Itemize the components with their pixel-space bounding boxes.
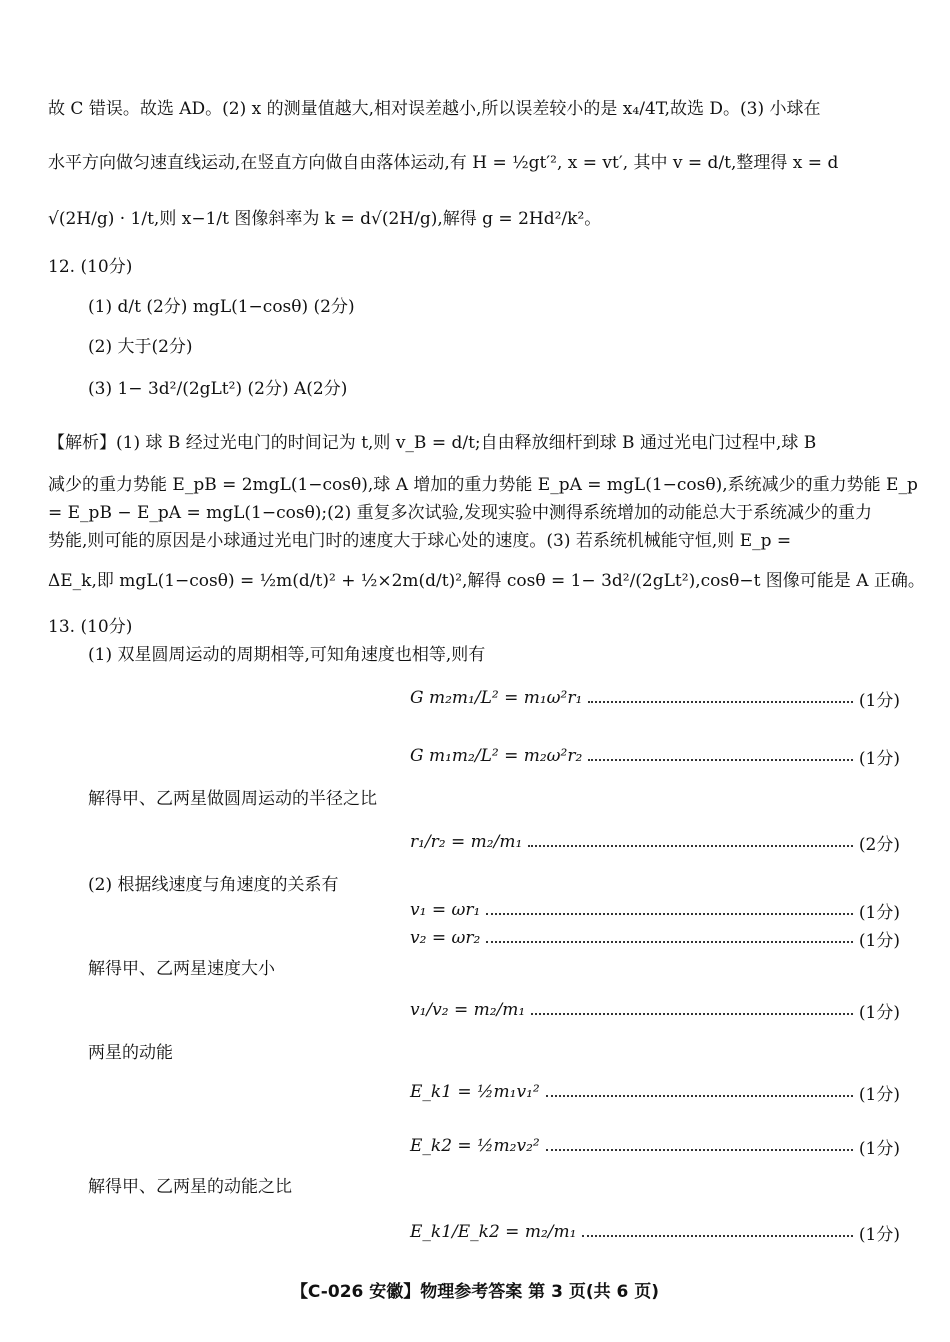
q12-explanation-line: = E_pB − E_pA = mgL(1−cosθ);(2) 重复多次试验,发现实验中测得系统增加的动能总大于系统减少的重力 xyxy=(48,503,873,523)
q13-formula-7 xyxy=(410,1070,900,1114)
question-13-header: 13. (10分) xyxy=(48,617,133,637)
formula: G m₂m₁/L² = m₁ω²r₁ xyxy=(410,688,583,708)
score: (1分) xyxy=(858,690,900,711)
formula: E_k1 = ½m₁v₁² xyxy=(410,1082,540,1102)
page-footer: 【C-026 安徽】物理参考答案 第 3 页(共 6 页) xyxy=(290,1282,660,1302)
paragraph-line: 水平方向做匀速直线运动,在竖直方向做自由落体运动,有 H = ½gt′², x = vt′, 其中 v = d/t,整理得 x = d xyxy=(48,153,839,173)
formula: r₁/r₂ = m₂/m₁ xyxy=(410,832,523,852)
q13-formula-9 xyxy=(410,1210,900,1254)
leader-dots xyxy=(528,843,853,847)
formula: E_k1/E_k2 = m₂/m₁ xyxy=(410,1222,577,1242)
score: (1分) xyxy=(858,1084,900,1105)
q13-text: (1) 双星圆周运动的周期相等,可知角速度也相等,则有 xyxy=(88,645,486,665)
q13-text: (2) 根据线速度与角速度的关系有 xyxy=(88,875,339,895)
q13-formula-2 xyxy=(410,734,900,778)
q12-answer-2: (2) 大于(2分) xyxy=(88,337,193,357)
q13-text: 解得甲、乙两星的动能之比 xyxy=(88,1177,292,1197)
score: (1分) xyxy=(858,1002,900,1023)
q12-explanation-line: 减少的重力势能 E_pB = 2mgL(1−cosθ),球 A 增加的重力势能 E_pA = mgL(1−cosθ),系统减少的重力势能 E_p xyxy=(48,475,918,495)
formula: v₁ = ωr₁ xyxy=(410,900,481,920)
score: (1分) xyxy=(858,902,900,923)
leader-dots xyxy=(588,699,853,703)
formula: E_k2 = ½m₂v₂² xyxy=(410,1136,540,1156)
leader-dots xyxy=(531,1011,853,1015)
q13-text: 解得甲、乙两星做圆周运动的半径之比 xyxy=(88,789,377,809)
q12-answer-1: (1) d/t (2分) mgL(1−cosθ) (2分) xyxy=(88,297,355,317)
leader-dots xyxy=(486,939,853,943)
score: (1分) xyxy=(858,748,900,769)
leader-dots xyxy=(486,911,853,915)
q13-formula-3 xyxy=(410,820,900,864)
leader-dots xyxy=(546,1147,853,1151)
score: (1分) xyxy=(858,930,900,951)
formula: G m₁m₂/L² = m₂ω²r₂ xyxy=(410,746,583,766)
score: (1分) xyxy=(858,1224,900,1245)
leader-dots xyxy=(546,1093,853,1097)
leader-dots xyxy=(588,757,853,761)
q13-formula-1 xyxy=(410,676,900,720)
q13-formula-6 xyxy=(410,988,900,1032)
q12-answer-3: (3) 1− 3d²/(2gLt²) (2分) A(2分) xyxy=(88,379,348,399)
question-12-header: 12. (10分) xyxy=(48,257,133,277)
q12-explanation-line: ΔE_k,即 mgL(1−cosθ) = ½m(d/t)² + ½×2m(d/t)²,解得 cosθ = 1− 3d²/(2gLt²),cosθ−t 图像可能是 A 正确。 xyxy=(48,571,925,591)
paragraph-line: √(2H/g) · 1/t,则 x−1/t 图像斜率为 k = d√(2H/g),解得 g = 2Hd²/k²。 xyxy=(48,209,602,229)
paragraph-line: 故 C 错误。故选 AD。(2) x 的测量值越大,相对误差越小,所以误差较小的是 x₄/4T,故选 D。(3) 小球在 xyxy=(48,99,821,119)
formula: v₂ = ωr₂ xyxy=(410,928,481,948)
q13-formula-8 xyxy=(410,1124,900,1168)
score: (1分) xyxy=(858,1138,900,1159)
q13-formula-5 xyxy=(410,918,900,958)
q12-explanation-line: 【解析】(1) 球 B 经过光电门的时间记为 t,则 v_B = d/t;自由释放细杆到球 B 通过光电门过程中,球 B xyxy=(48,433,817,453)
q12-explanation-line: 势能,则可能的原因是小球通过光电门时的速度大于球心处的速度。(3) 若系统机械能守恒,则 E_p = xyxy=(48,531,792,551)
leader-dots xyxy=(582,1233,852,1237)
q13-text: 两星的动能 xyxy=(88,1043,173,1063)
formula: v₁/v₂ = m₂/m₁ xyxy=(410,1000,526,1020)
q13-text: 解得甲、乙两星速度大小 xyxy=(88,959,275,979)
score: (2分) xyxy=(858,834,900,855)
